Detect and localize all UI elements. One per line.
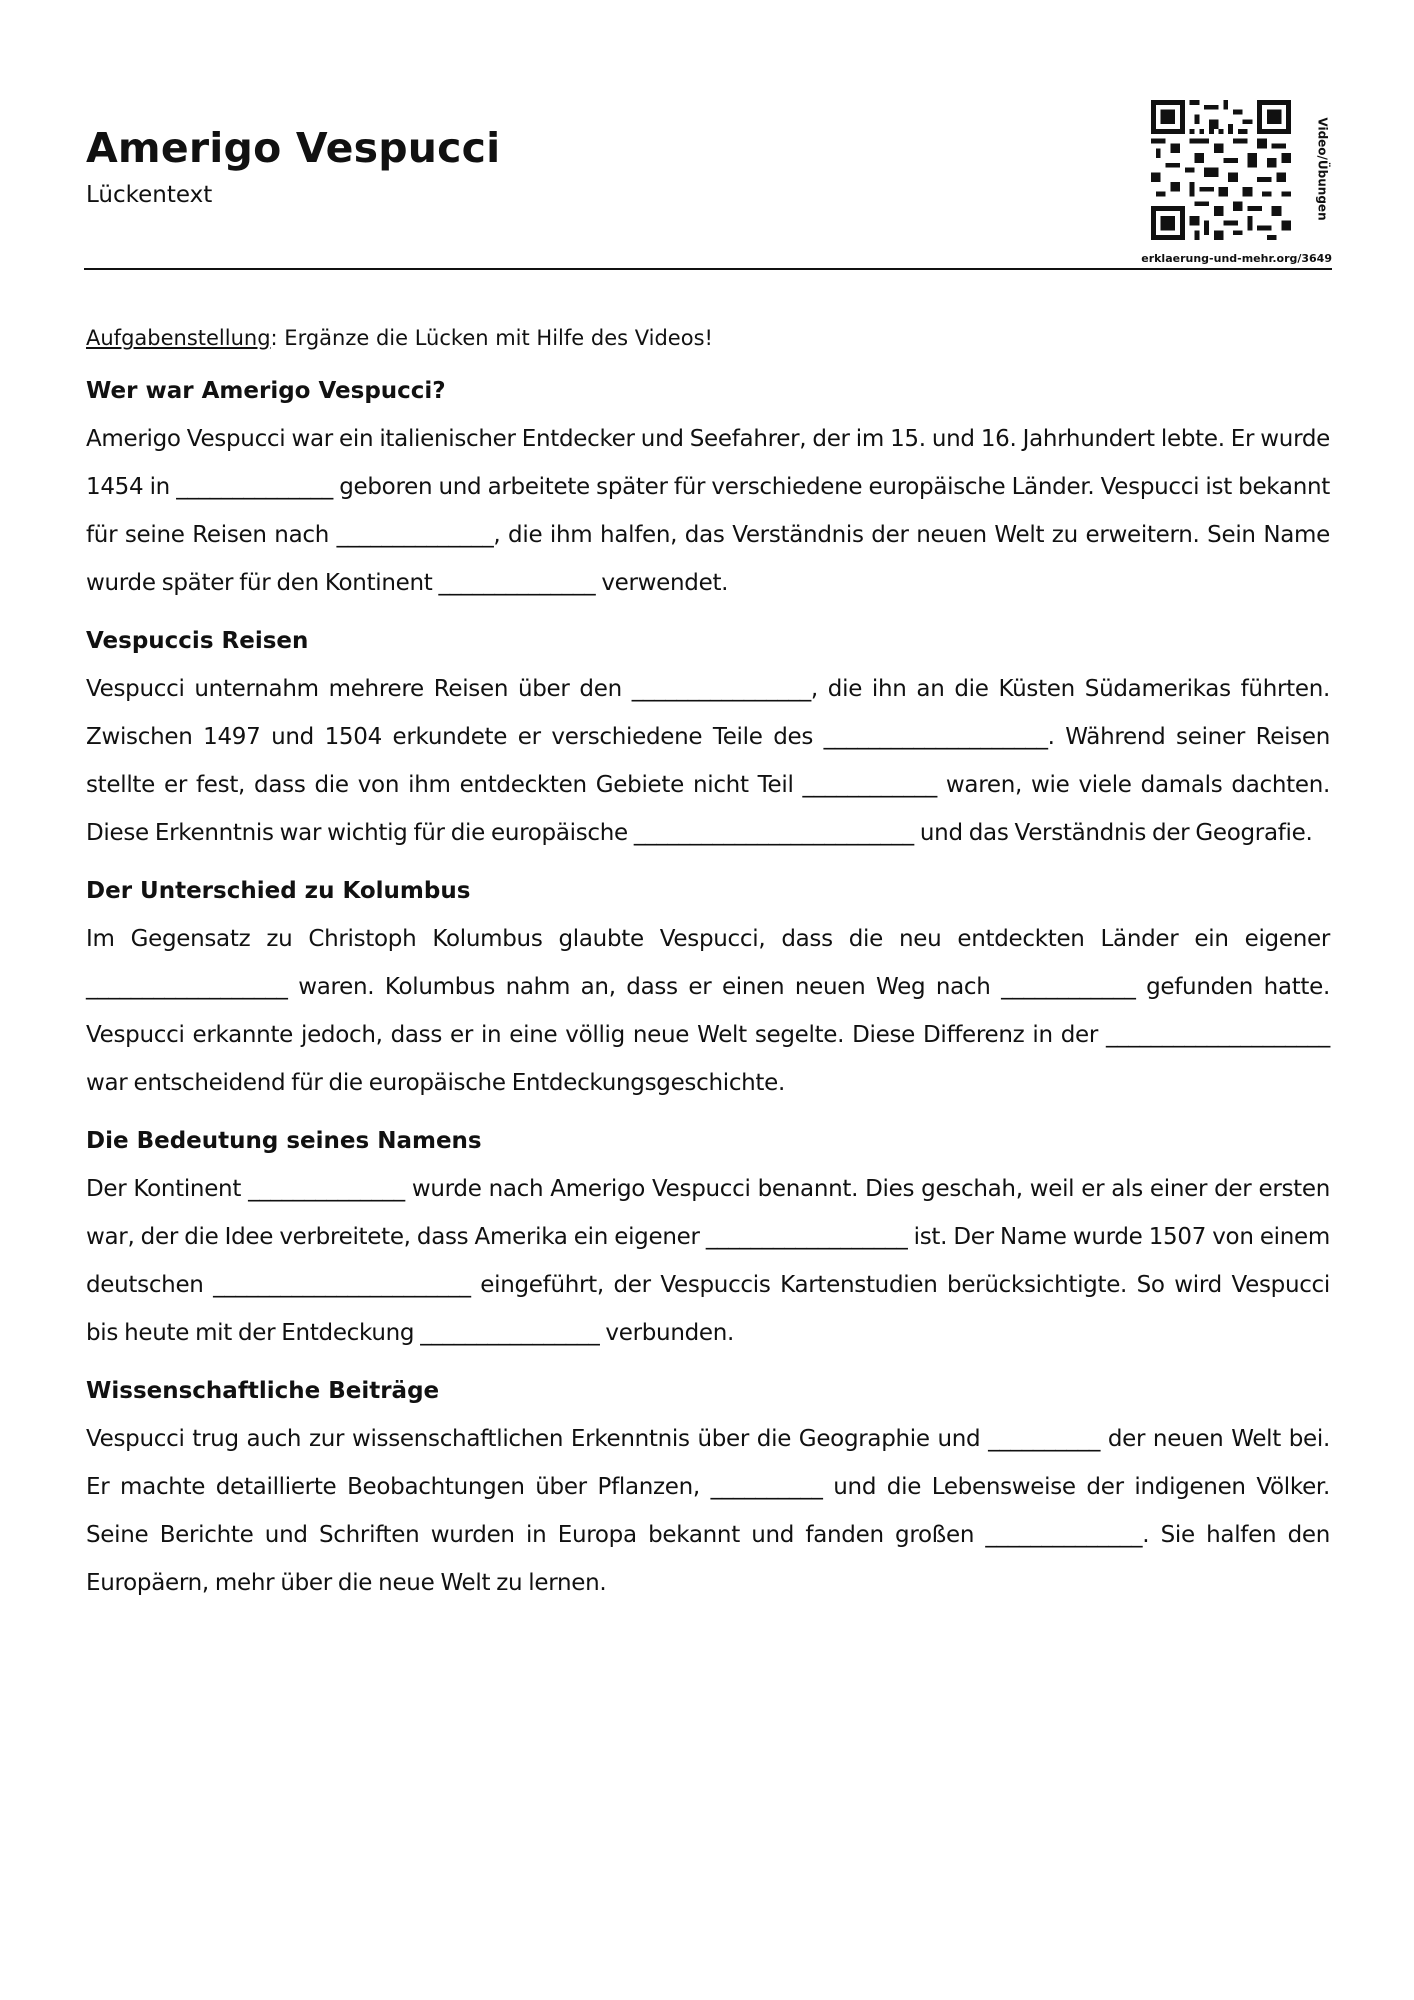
section-namen (86, 1128, 1330, 1357)
section-heading: Die Bedeutung seines Namens (86, 1128, 482, 1154)
section-wer-war-vespucci (86, 378, 1330, 607)
section-heading: Vespuccis Reisen (86, 628, 309, 654)
section-text: Vespucci trug auch zur wissenschaftlichen Erkenntnis über die Geographie und __________ der neuen Welt bei. Er machte detaillierte Beobachtungen über Pflanzen, __________ und die Lebensweise der indigenen Völker. Seine Berichte und Schriften wurden in Europa bekannt und fanden großen ______________. Sie halfen den Europäern, mehr über die neue Welt zu lernen. (86, 1426, 1330, 1596)
section-text: Vespucci unternahm mehrere Reisen über den ________________, die ihn an die Küsten Südamerikas führten. Zwischen 1497 und 1504 erkundete er verschiedene Teile des ____________________. Während seiner Reisen stellte er fest, dass die von ihm entdeckten Gebiete nicht Teil ____________ waren, wie viele damals dachten. Diese Erkenntnis war wichtig für die europäische _________________________ und das Verständnis der Geografie. (86, 676, 1330, 846)
section-heading: Wissenschaftliche Beiträge (86, 1378, 440, 1404)
section-text: Der Kontinent ______________ wurde nach Amerigo Vespucci benannt. Dies geschah, weil er als einer der ersten war, der die Idee verbreitete, dass Amerika ein eigener __________________ ist. Der Name wurde 1507 von einem deutschen _______________________ eingeführt, der Vespuccis Kartenstudien berücksichtigte. So wird Vespucci bis heute mit der Entdeckung ________________ verbunden. (86, 1176, 1330, 1346)
page-subtitle: Lückentext (86, 182, 213, 208)
qr-code (1151, 100, 1291, 240)
section-text: Amerigo Vespucci war ein italienischer Entdecker und Seefahrer, der im 15. und 16. Jahrhundert lebte. Er wurde 1454 in ______________ geboren und arbeitete später für verschiedene europäische Länder. Vespucci ist bekannt für seine Reisen nach ______________, die ihm halfen, das Verständnis der neuen Welt zu erweitern. Sein Name wurde später für den Kontinent ______________ verwendet. (86, 426, 1330, 596)
task-instruction (86, 326, 713, 351)
source-url: erklaerung-und-mehr.org/3649 (1141, 252, 1332, 265)
section-kolumbus (86, 878, 1330, 1107)
task-text: : Ergänze die Lücken mit Hilfe des Videos! (270, 326, 713, 350)
header-divider (84, 268, 1332, 270)
qr-side-label-text: Video/Übungen (1315, 117, 1330, 221)
task-label: Aufgabenstellung (86, 326, 271, 350)
qr-side-label (1310, 111, 1335, 227)
worksheet-content (86, 378, 1330, 1628)
page-title: Amerigo Vespucci (86, 124, 501, 172)
section-text: Im Gegensatz zu Christoph Kolumbus glaubte Vespucci, dass die neu entdeckten Länder ein eigener __________________ waren. Kolumbus nahm an, dass er einen neuen Weg nach ____________ gefunden hatte. Vespucci erkannte jedoch, dass er in eine völlig neue Welt segelte. Diese Differenz in der ____________________ war entscheidend für die europäische Entdeckungsgeschichte. (86, 926, 1330, 1096)
section-heading: Wer war Amerigo Vespucci? (86, 378, 446, 404)
section-wissenschaft (86, 1378, 1330, 1607)
section-heading: Der Unterschied zu Kolumbus (86, 878, 471, 904)
section-reisen (86, 628, 1330, 857)
